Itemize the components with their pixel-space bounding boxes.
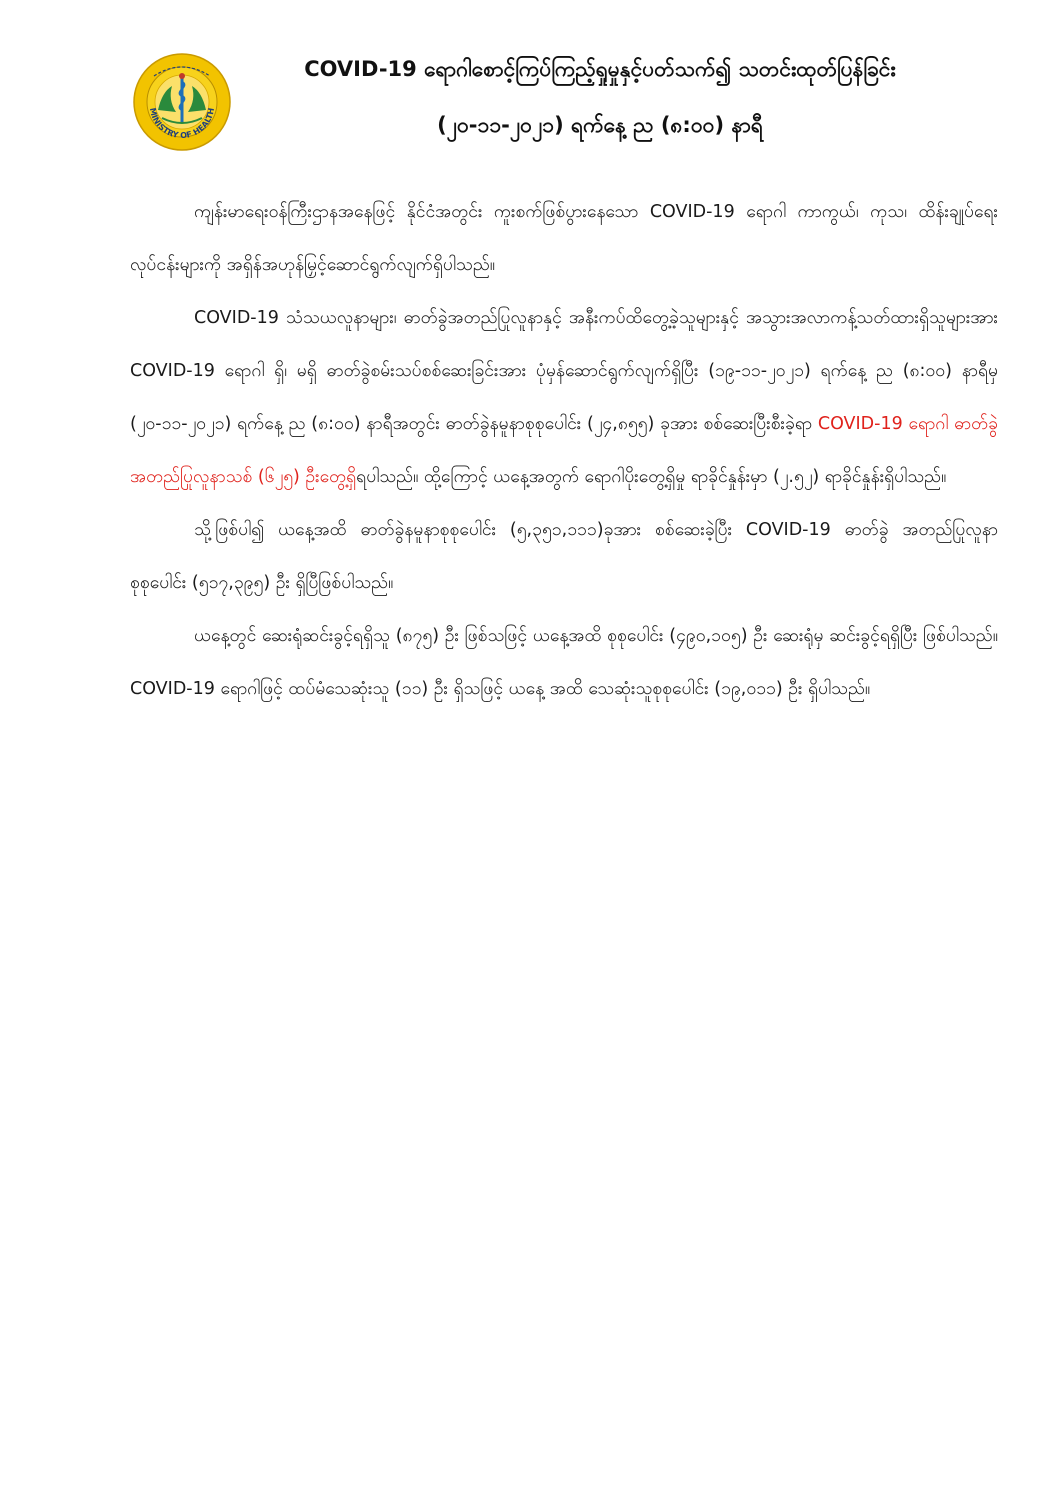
announcement-body (130, 186, 998, 716)
paragraph-intro: ကျန်းမာရေးဝန်ကြီးဌာနအနေဖြင့် နိုင်ငံအတွင်း ကူးစက်ဖြစ်ပွားနေသော COVID-19 ရောဂါ ကာကွယ်၊ ကုသ၊ ထိန်းချုပ်ရေးလုပ်ငန်းများကို အရှိန်အဟုန်မြှင့်ဆောင်ရွက်လျက်ရှိပါသည်။ (130, 202, 998, 275)
positivity-text: ရပါသည်။ ထို့ကြောင့် ယနေ့အတွက် ရောဂါပိုးတွေ့ရှိမှု ရာခိုင်နှုန်းမှာ (၂.၅၂) ရာခိုင်နှုန်းရှိပါသည်။ (356, 467, 947, 487)
logo-ring-text: MINISTRY OF HEALTH (147, 107, 217, 141)
paragraph-testing (130, 292, 998, 504)
paragraph-cumulative: သို့ဖြစ်ပါ၍ ယနေ့အထိ ဓာတ်ခွဲနမူနာစုစုပေါင်း (၅,၃၅၁,၁၁၁)ခုအား စစ်ဆေးခဲ့ပြီး COVID-19 ဓာတ်ခွဲ အတည်ပြုလူနာ စုစုပေါင်း (၅၁၇,၃၉၅) ဦး ရှိပြီဖြစ်ပါသည်။ (130, 520, 998, 593)
ministry-of-health-logo (132, 52, 232, 152)
announcement-date: (၂၀-၁၁-၂၀၂၁) ရက်နေ့ ည (၈:၀၀) နာရီ (437, 113, 763, 137)
new-cases-highlight: COVID-19 ရောဂါ ဓာတ်ခွဲအတည်ပြုလူနာသစ် (၆၂၅) ဦးတွေ့ရှိ (130, 414, 998, 487)
announcement-title: COVID-19 ရောဂါစောင့်ကြပ်ကြည့်ရှုမှုနှင့်ပတ်သက်၍ သတင်းထုတ်ပြန်ခြင်း (304, 57, 896, 81)
testing-text: COVID-19 သံသယလူနာများ၊ ဓာတ်ခွဲအတည်ပြုလူနာနှင့် အနီးကပ်ထိတွေ့ခဲ့သူများနှင့် အသွားအလာကန့်သတ်ထားရှိသူများအား COVID-19 ရောဂါ ရှိ၊ မရှိ ဓာတ်ခွဲစမ်းသပ်စစ်ဆေးခြင်းအား ပုံမှန်ဆောင်ရွက်လျက်ရှိပြီး (၁၉-၁၁-၂၀၂၁) ရက်နေ့ ည (၈:၀၀) နာရီမှ (၂၀-၁၁-၂၀၂၁) ရက်နေ့ ည (၈:၀၀) နာရီအတွင်း ဓာတ်ခွဲနမူနာစုစုပေါင်း (၂၄,၈၅၅) ခုအား စစ်ဆေးပြီးစီးခဲ့ရာ (130, 308, 998, 434)
paragraph-recoveries-deaths: ယနေ့တွင် ဆေးရုံဆင်းခွင့်ရရှိသူ (၈၇၅) ဦး ဖြစ်သဖြင့် ယနေ့အထိ စုစုပေါင်း (၄၉၀,၁၀၅) ဦး ဆေးရုံမှ ဆင်းခွင့်ရရှိပြီး ဖြစ်ပါသည်။ COVID-19 ရောဂါဖြင့် ထပ်မံသေဆုံးသူ (၁၁) ဦး ရှိသဖြင့် ယနေ့ အထိ သေဆုံးသူစုစုပေါင်း (၁၉,၀၁၁) ဦး ရှိပါသည်။ (130, 626, 999, 699)
seal-icon (132, 52, 232, 152)
